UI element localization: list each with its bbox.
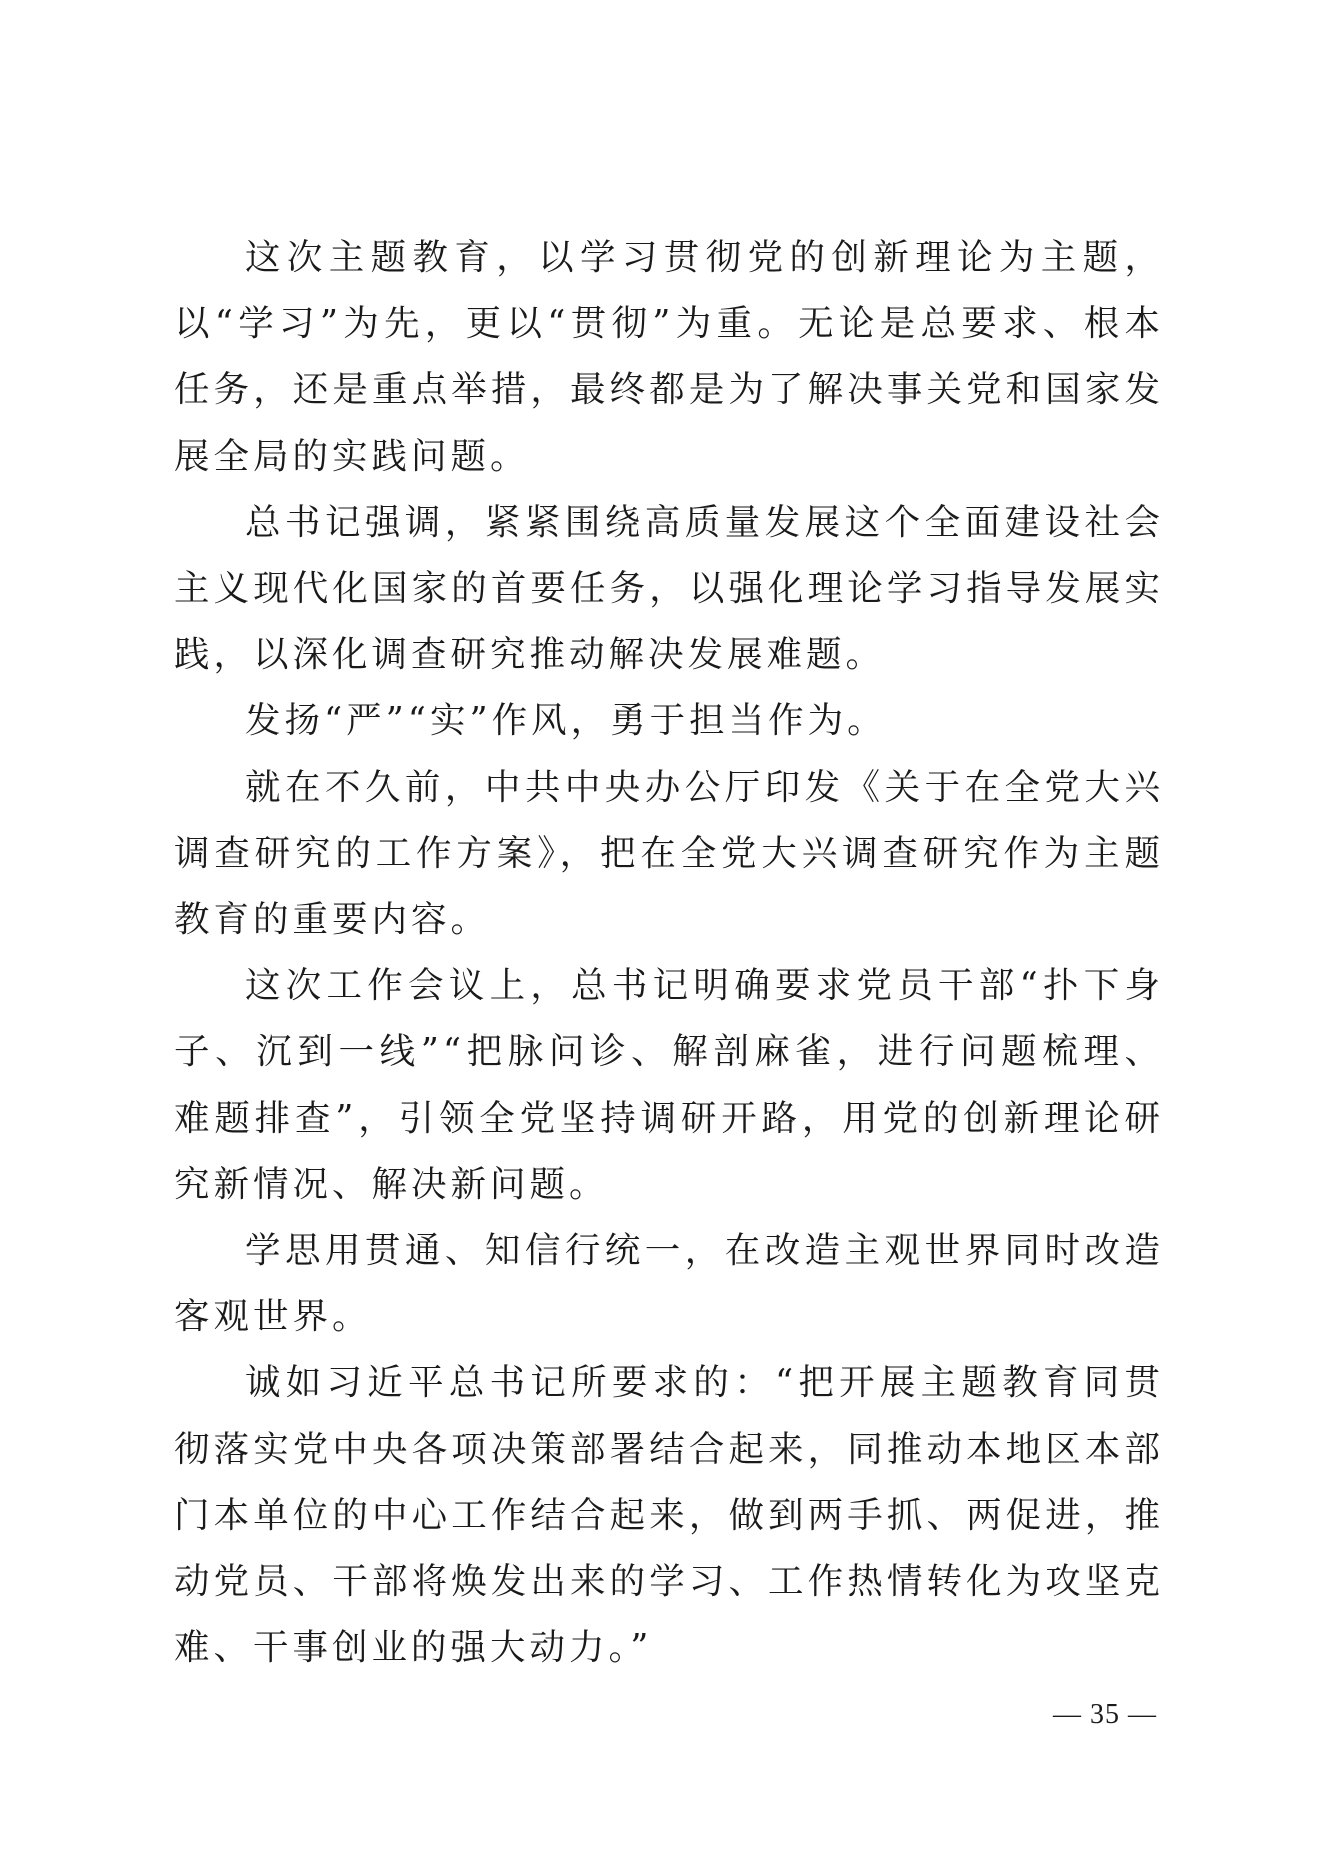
paragraph: 发扬“严”“实”作风，勇于担当作为。 (245, 700, 887, 742)
paragraph: 这次工作会议上，总书记明确要求党员干部“扑下身子、沉到一线”“把脉问诊、解剖麻雀，进行问题梳理、难题排查”，引领全党坚持调研开路，用党的创新理论研究新情况、解决新问题。 (174, 965, 1164, 1205)
body-text (174, 225, 1164, 1681)
paragraph: 就在不久前，中共中央办公厅印发《关于在全党大兴调查研究的工作方案》，把在全党大兴调查研究作为主题教育的重要内容。 (174, 766, 1164, 941)
paragraph: 诚如习近平总书记所要求的：“把开展主题教育同贯彻落实党中央各项决策部署结合起来，同推动本地区本部门本单位的中心工作结合起来，做到两手抓、两促进，推动党员、干部将焕发出来的学习、工作热情转化为攻坚克难、干事创业的强大动力。” (174, 1362, 1164, 1669)
paragraph: 总书记强调，紧紧围绕高质量发展这个全面建设社会主义现代化国家的首要任务，以强化理论学习指导发展实践，以深化调查研究推动解决发展难题。 (174, 501, 1164, 676)
paragraph: 学思用贯通、知信行统一，在改造主观世界同时改造客观世界。 (174, 1230, 1164, 1338)
page-number: — 35 — (1053, 1699, 1157, 1730)
paragraph: 这次主题教育，以学习贯彻党的创新理论为主题，以“学习”为先，更以“贯彻”为重。无论是总要求、根本任务，还是重点举措，最终都是为了解决事关党和国家发展全局的实践问题。 (174, 237, 1164, 477)
